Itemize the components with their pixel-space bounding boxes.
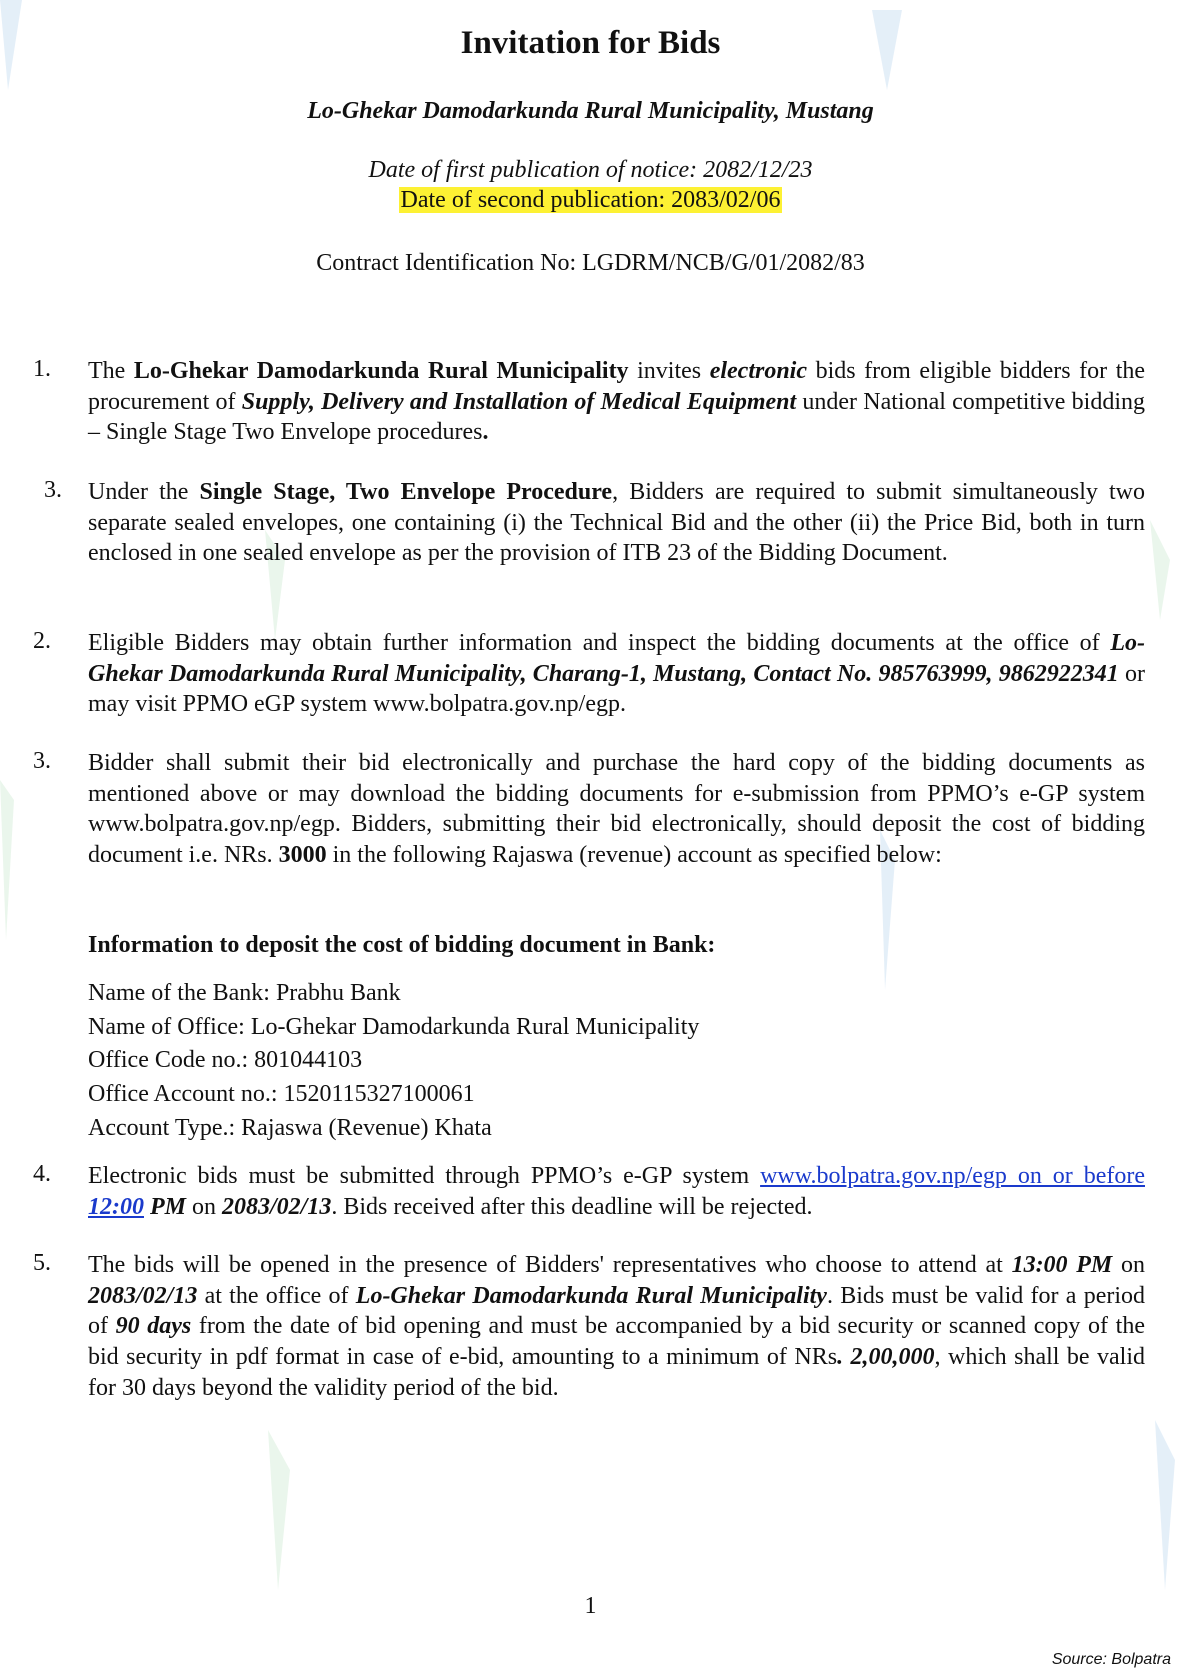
- second-publication-date: [0, 187, 1181, 214]
- municipality-subtitle: Lo-Ghekar Damodarkunda Rural Municipality, Mustang: [307, 98, 874, 124]
- item-invitation: The Lo-Ghekar Damodarkunda Rural Municipality invites electronic bids from eligible bidders for the procurement of Supply, Delivery and Installation of Medical Equipment under National competitive bidding – Single Stage Two Envelope procedures.: [88, 358, 1146, 446]
- source-credit: Source: Bolpatra: [1051, 1651, 1171, 1668]
- bank-office-code: Office Code no.: 801044103: [88, 1047, 363, 1073]
- contract-identification: Contract Identification No: LGDRM/NCB/G/01/2082/83: [316, 250, 865, 276]
- item-number: 5.: [33, 1250, 51, 1276]
- bank-account-type: Account Type.: Rajaswa (Revenue) Khata: [88, 1115, 492, 1141]
- page-title: Invitation for Bids: [460, 25, 721, 61]
- item-number: 1.: [33, 356, 51, 382]
- first-publication-date: Date of first publication of notice: 2082/12/23: [368, 157, 813, 183]
- bank-office: Name of Office: Lo-Ghekar Damodarkunda Rural Municipality: [88, 1014, 700, 1040]
- second-publication-highlight: Date of second publication: 2083/02/06: [400, 187, 781, 213]
- bank-name: Name of the Bank: Prabhu Bank: [88, 980, 401, 1006]
- item-number: 4.: [33, 1161, 51, 1187]
- item-number: 3.: [44, 477, 62, 503]
- item-number: 2.: [33, 628, 51, 654]
- egp-link[interactable]: www.bolpatra.gov.np/egp on or before 12:00: [88, 1163, 1145, 1220]
- bank-heading: Information to deposit the cost of bidding document in Bank:: [88, 932, 716, 958]
- item-procedure: Under the Single Stage, Two Envelope Procedure, Bidders are required to submit simultaneously two separate sealed envelopes, one containing (i) the Technical Bid and the other (ii) the Price Bid, both in turn enclosed in one sealed envelope as per the provision of ITB 23 of the Bidding Document.: [88, 479, 1145, 567]
- item-submission: Bidder shall submit their bid electronically and purchase the hard copy of the bidding documents as mentioned above or may download the bidding documents for e-submission from PPMO’s e-GP system www.bolpatra.gov.np/egp. Bidders, submitting their bid electronically, should deposit the cost of bidding document i.e. NRs. 3000 in the following Rajaswa (revenue) account as specified below:: [88, 750, 1145, 869]
- bank-account-no: Office Account no.: 1520115327100061: [88, 1081, 475, 1107]
- item-information: Eligible Bidders may obtain further information and inspect the bidding documents at the office of Lo-Ghekar Damodarkunda Rural Municipality, Charang-1, Mustang, Contact No. 985763999, 9862922341 or may visit PPMO eGP system www.bolpatra.gov.np/egp.: [88, 630, 1145, 718]
- page-number: 1: [584, 1593, 597, 1619]
- item-deadline: Electronic bids must be submitted through PPMO’s e-GP system www.bolpatra.gov.np/egp on or before 12:00 PM on 2083/02/13. Bids received after this deadline will be rejected.: [88, 1163, 1145, 1220]
- item-number: 3.: [33, 748, 51, 774]
- item-opening: The bids will be opened in the presence of Bidders' representatives who choose to attend at 13:00 PM on 2083/02/13 at the office of Lo-Ghekar Damodarkunda Rural Municipality. Bids must be valid for a period of 90 days from the date of bid opening and must be accompanied by a bid security or scanned copy of the bid security in pdf format in case of e-bid, amounting to a minimum of NRs. 2,00,000, which shall be valid for 30 days beyond the validity period of the bid.: [88, 1252, 1146, 1401]
